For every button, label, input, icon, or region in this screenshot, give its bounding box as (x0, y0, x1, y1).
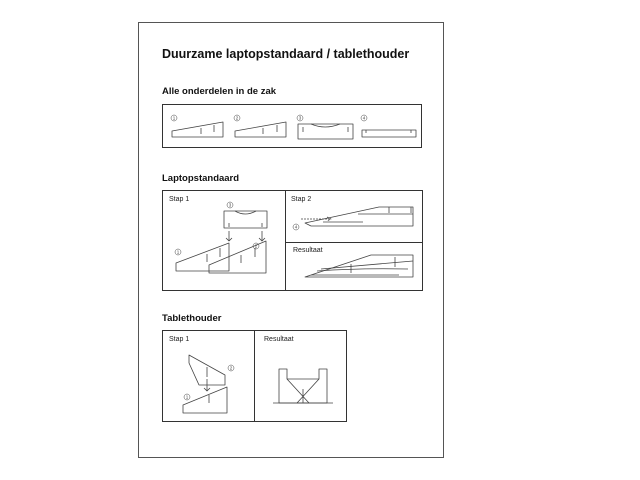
laptop-result-label: Resultaat (293, 247, 323, 254)
tablet-illustration (163, 331, 348, 423)
svg-text:2: 2 (229, 365, 233, 371)
laptop-step2-label: Stap 2 (291, 196, 312, 203)
parts-section-heading: Alle onderdelen in de zak (162, 86, 277, 97)
part-1-drawing (171, 115, 223, 137)
part-2-drawing (234, 115, 286, 137)
tablet-section-heading: Tablethouder (162, 313, 222, 324)
parts-panel (162, 104, 422, 148)
svg-text:4: 4 (362, 115, 366, 121)
laptop-step1-drawing (175, 202, 267, 273)
svg-text:1: 1 (176, 249, 180, 255)
svg-text:2: 2 (254, 243, 258, 249)
laptop-illustration (163, 191, 424, 292)
svg-text:1: 1 (172, 115, 176, 121)
tablet-panel (162, 330, 347, 422)
laptop-panel (162, 190, 423, 291)
laptop-section-heading: Laptopstandaard (162, 173, 240, 184)
laptop-step1-label: Stap 1 (169, 196, 190, 203)
svg-text:1: 1 (185, 394, 189, 400)
svg-text:4: 4 (294, 224, 298, 230)
part-3-drawing (297, 115, 353, 139)
tablet-step1-label: Stap 1 (169, 336, 190, 343)
parts-illustration (163, 105, 423, 149)
tablet-result-drawing (273, 369, 333, 403)
tablet-step1-drawing (183, 355, 234, 413)
svg-text:3: 3 (298, 115, 302, 121)
laptop-result-drawing (305, 255, 413, 277)
laptop-step2-drawing (293, 207, 413, 230)
svg-text:3: 3 (228, 202, 232, 208)
svg-text:2: 2 (235, 115, 239, 121)
tablet-result-label: Resultaat (264, 336, 294, 343)
part-4-drawing (361, 115, 416, 137)
page-title: Duurzame laptopstandaard / tablethouder (162, 47, 410, 61)
